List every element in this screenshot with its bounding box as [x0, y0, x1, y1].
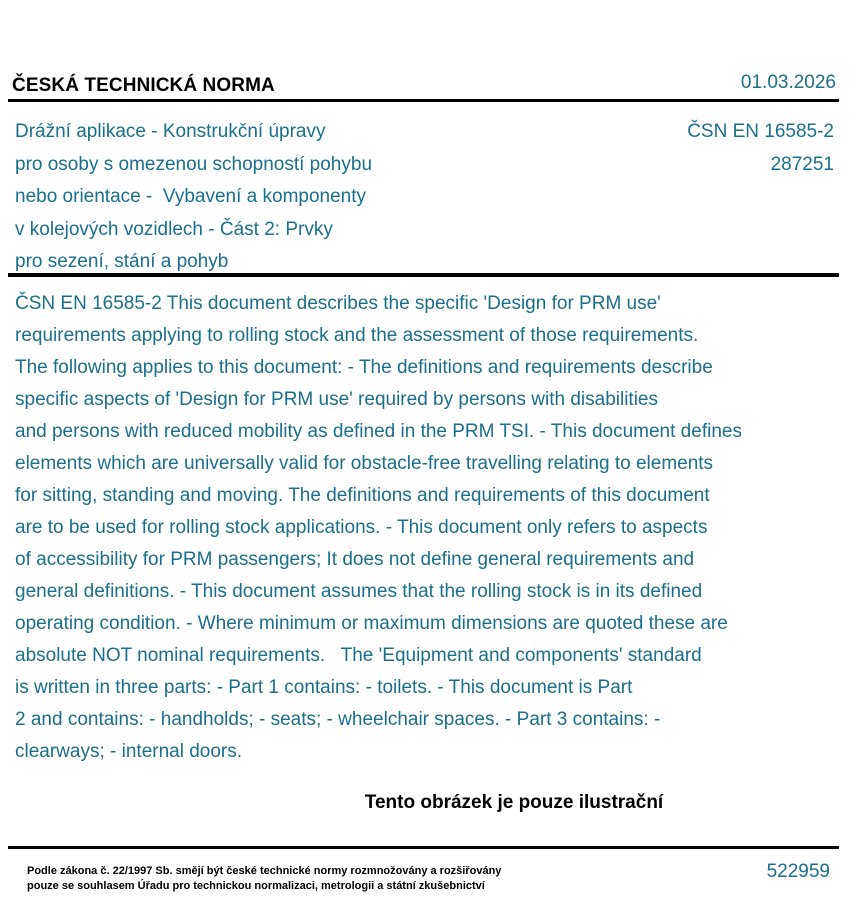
- abstract-line: clearways; - internal doors.: [15, 741, 243, 762]
- abstract-line: specific aspects of 'Design for PRM use' required by persons with disabilities: [15, 389, 658, 410]
- illustrative-note: Tento obrázek je pouze ilustrační: [364, 792, 664, 813]
- standard-title-line: Drážní aplikace - Konstrukční úpravy: [15, 121, 326, 142]
- header-divider: [8, 99, 839, 102]
- abstract-line: 2 and contains: - handholds; - seats; - wheelchair spaces. - Part 3 contains: -: [15, 709, 661, 730]
- title-divider: [8, 273, 839, 277]
- publication-date: 01.03.2026: [740, 72, 836, 93]
- abstract-line: are to be used for rolling stock applications. - This document only refers to aspects: [15, 517, 708, 538]
- abstract-line: operating condition. - Where minimum or maximum dimensions are quoted these are: [15, 613, 728, 634]
- abstract-line: is written in three parts: - Part 1 contains: - toilets. - This document is Part: [15, 677, 633, 698]
- standard-code: ČSN EN 16585-2: [687, 121, 834, 142]
- legal-notice-line: Podle zákona č. 22/1997 Sb. smějí být české technické normy rozmnožovány a rozšiřovány: [27, 865, 502, 877]
- abstract-line: elements which are universally valid for obstacle-free travelling relating to elements: [15, 453, 714, 474]
- abstract-line: ČSN EN 16585-2 This document describes the specific 'Design for PRM use': [15, 293, 661, 314]
- standard-title-line: nebo orientace - Vybavení a komponenty: [15, 186, 367, 207]
- abstract-line: The following applies to this document: - The definitions and requirements describe: [15, 357, 713, 378]
- document-id: 522959: [766, 861, 830, 882]
- abstract-line: for sitting, standing and moving. The definitions and requirements of this document: [15, 485, 710, 506]
- standard-title: [15, 116, 372, 279]
- abstract-line: absolute NOT nominal requirements. The 'Equipment and components' standard: [15, 645, 702, 666]
- legal-notice: [27, 864, 501, 894]
- standard-identifiers: [687, 116, 834, 181]
- legal-notice-line: pouze se souhlasem Úřadu pro technickou normalizaci, metrologii a státní zkušebnictví: [27, 880, 485, 892]
- abstract-text: [15, 288, 855, 768]
- abstract-line: requirements applying to rolling stock and the assessment of those requirements.: [15, 325, 699, 346]
- document-header-title: ČESKÁ TECHNICKÁ NORMA: [12, 75, 275, 96]
- footer-divider: [8, 846, 839, 849]
- standard-title-line: pro sezení, stání a pohyb: [15, 251, 229, 272]
- abstract-line: of accessibility for PRM passengers; It does not define general requirements and: [15, 549, 695, 570]
- standard-title-line: pro osoby s omezenou schopností pohybu: [15, 153, 373, 175]
- abstract-line: general definitions. - This document assumes that the rolling stock is in its defined: [15, 581, 703, 602]
- abstract-line: and persons with reduced mobility as defined in the PRM TSI. - This document defines: [15, 421, 742, 442]
- standard-title-line: v kolejových vozidlech - Část 2: Prvky: [15, 218, 333, 240]
- classification-number: 287251: [770, 153, 834, 175]
